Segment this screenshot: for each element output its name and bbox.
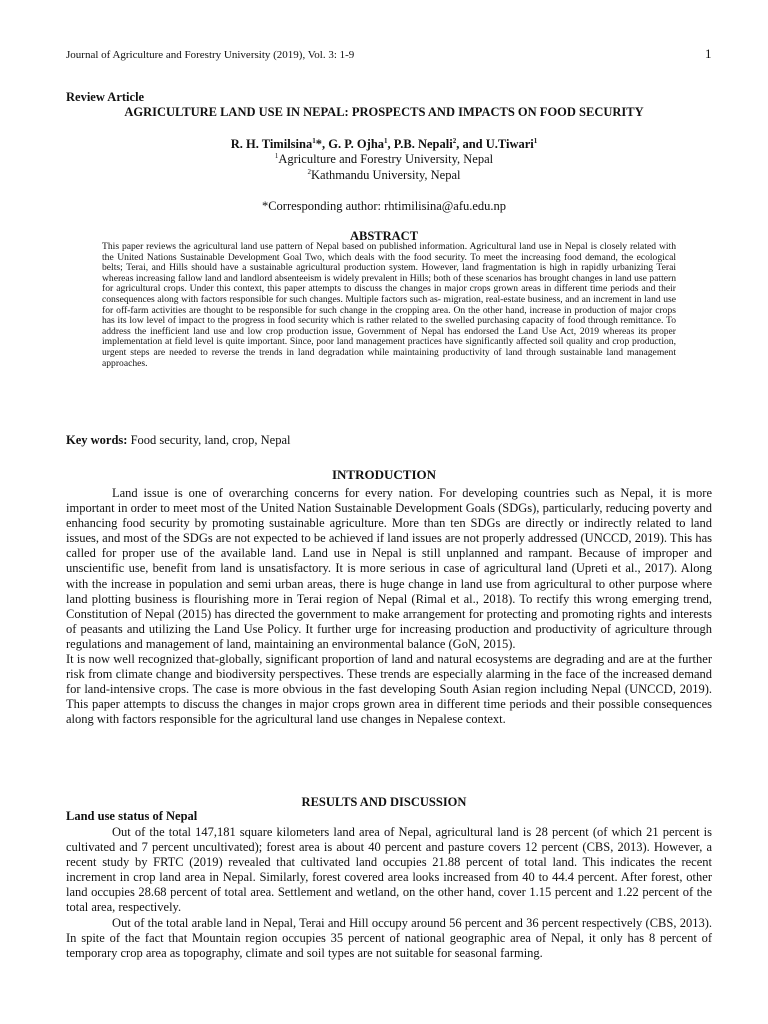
keywords-text: Food security, land, crop, Nepal: [127, 433, 291, 447]
introduction-body: [66, 486, 712, 728]
subsection-heading: Land use status of Nepal: [66, 809, 198, 823]
results-body: [66, 825, 712, 961]
paragraph: Land issue is one of overarching concerns for every nation. For developing countries such as Nepal, it is more important in order to meet most of the United Nation Sustainable Development Goals (SDGs), particularly, reducing poverty and enhancing food security by promoting sustainable agriculture. More than ten SDGs are directly or indirectly related to land issues, and most of the SDGs are not expected to be achieved if land issues are not properly addressed (UNCCD, 2019). This has called for proper use of the available land. Land use in Nepal is still unplanned and rampant. Because of improper and unscientific use, benefit from land is unsatisfactory. It is more serious in case of agricultural land (Upreti et al., 2017). Along with the increase in population and semi urban areas, there is huge change in land use from agricultural to other purpose where land plotting business is flourishing more in Terai region of Nepal (Rimal et al., 2018). To rectify this wrong emerging trend, Constitution of Nepal (2015) has directed the government to make arrangement for protecting and promoting rights and interests of peasants and utilizing the Land Use Policy. It further urge for increasing production and productivity of agriculture through regulations and management of land, maintaining an environmental balance (GoN, 2015).: [66, 486, 712, 651]
author-affiliation-mark: 1: [312, 136, 316, 145]
affiliation-mark: 2: [307, 167, 311, 176]
keywords: [66, 433, 291, 448]
paper-title: AGRICULTURE LAND USE IN NEPAL: PROSPECTS AND IMPACTS ON FOOD SECURITY: [124, 105, 644, 119]
affiliation-text: Agriculture and Forestry University, Nepal: [278, 152, 494, 166]
affiliation: [0, 152, 768, 167]
affiliation: [0, 168, 768, 183]
results-heading: RESULTS AND DISCUSSION: [301, 795, 467, 809]
corresponding-author: *Corresponding author: rhtimilisina@afu.edu.np: [261, 199, 507, 213]
paragraph: It is now well recognized that-globally, significant proportion of land and natural ecosystems are degrading and are at the further risk from climate change and biodiversity perspectives. These trends are especially alarming in the face of the increased demand for land-intensive crops. The case is more obvious in the fast developing South Asian region including Nepal (UNCCD, 2019). This paper attempts to discuss the changes in major crops grown area in different time periods and their possible consequences along with factors responsible for the agricultural land use changes in Nepalese context.: [66, 652, 712, 727]
article-type: Review Article: [66, 90, 145, 104]
author-list: [0, 137, 768, 152]
abstract-heading: ABSTRACT: [349, 229, 419, 243]
affiliation-mark: 1: [274, 151, 279, 160]
author-affiliation-mark: 1: [533, 136, 538, 145]
author-name: G. P. Ojha: [328, 137, 385, 151]
paragraph: Out of the total 147,181 square kilometers land area of Nepal, agricultural land is 28 percent (of which 21 percent is cultivated and 7 percent uncultivated); forest area is about 40 percent and pasture covers 12 percent (CBS, 2013). However, a recent study by FRTC (2019) revealed that cultivated land occupies 21.88 percent of total land. This indicates the recent increment in crop land area in Nepal. Similarly, forest covered area looks increased from 40 to 44.4 percent. After forest, other land occupies 28.68 percent of total area. Settlement and wetland, on the other hand, cover 1.15 percent and 1.22 percent of the total area, respectively.: [66, 825, 712, 915]
keywords-label: Key words:: [66, 433, 128, 447]
author-separator: *,: [315, 137, 329, 151]
author-separator: , and: [456, 137, 486, 151]
author-affiliation-mark: 2: [452, 136, 457, 145]
author-name: P.B. Nepali: [393, 137, 453, 151]
page-number: 1: [705, 46, 712, 61]
author-separator: ,: [387, 137, 394, 151]
author-name: R. H. Timilsina: [230, 137, 313, 151]
paragraph: Out of the total arable land in Nepal, Terai and Hill occupy around 56 percent and 36 percent respectively (CBS, 2013). In spite of the fact that Mountain region occupies 35 percent of national geographic area of Nepal, it only has 8 percent of temporary crop area as topography, climate and soil types are not suitable for seasonal farming.: [66, 915, 712, 960]
running-head: Journal of Agriculture and Forestry University (2019), Vol. 3: 1-9: [66, 49, 355, 61]
author-affiliation-mark: 1: [384, 136, 388, 145]
abstract-text: This paper reviews the agricultural land use pattern of Nepal based on published information. Agricultural land use in Nepal is closely related with the United Nations Sustainable Development Goal Two, which deals with the food security. To meet the increasing food demand, the ecological belts; Terai, and Hills should have a sustainable agricultural production system. However, land fragmentation is high in rapidly urbanizing Terai whereas increasing fallow land and landlord absenteeism is widely prevalent in Hills; both of these scenarios has brought changes in land use pattern for agricultural crops. Under this context, this paper attempts to discuss the changes in major crops grown areas in different time periods and their consequences along with factors responsible for such changes. Multiple factors such as- migration, real-estate business, and an increment in land use for off-farm activities are thought to be responsible for such change in the cropping area. On the other hand, increase in production of major crops has its low level of impact to the progress in food security which is rather related to the swelled purchasing capacity of food through remittance. To address the inefficient land use and low crop production issue, Government of Nepal has endorsed the Land Use Act, 2019 whereas its proper implementation at field level is quite important. Since, poor land management practices have significantly affected soil quality and crop production, urgent steps are needed to reverse the trends in land degradation while maintaining productivity of land through sustainable land management approaches.: [102, 241, 676, 369]
author-name: U.Tiwari: [485, 137, 534, 151]
introduction-heading: INTRODUCTION: [331, 467, 436, 482]
affiliation-text: Kathmandu University, Nepal: [311, 168, 461, 182]
